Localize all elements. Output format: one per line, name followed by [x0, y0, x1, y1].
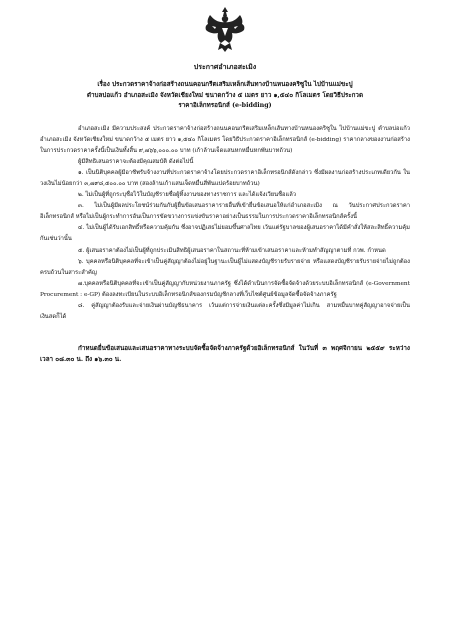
emblem-container [40, 6, 410, 54]
subject-line-2: ตำบลบ่อแก้ว อำเภอสะเมิง จังหวัดเชียงใหม่ ขนาดกว้าง ๕ เมตร ยาว ๑,๕๔๐ กิโลเมตร โดยวิธีประกวด [86, 91, 364, 99]
submission-deadline: กำหนดยื่นข้อเสนอและเสนอราคาทางระบบจัดซื้อจัดจ้างภาครัฐด้วยอิเล็กทรอนิกส์ ในวันที่ ๓ พฤศจิกายน ๒๕๕๙ ระหว่างเวลา ๐๘.๓๐ น. ถึง ๑๖.๓๐ น. [40, 345, 410, 364]
qualification-heading: ผู้มีสิทธิเสนอราคาจะต้องมีคุณสมบัติ ดังต่อไปนี้ [78, 158, 194, 165]
qualification-item-1: ๑. เป็นนิติบุคคลผู้มีอาชีพรับจ้างงานที่ประกวดราคาจ้างโดยประกวดราคาอิเล็กทรอนิกส์ดังกล่าว ซึ่งมีผลงานก่อสร้างประเภทเดียวกัน ในวงเงินไม่น้อยกว่า ๓,๗๙๘,๕๐๐.๐๐ บาท (สองล้านเก้าแสนเจ็ดหมื่นสี่พันแปดร้อยบาทถ้วน) [40, 169, 410, 187]
document-body [40, 124, 410, 324]
subject-line-3: ราคาอิเล็กทรอนิกส์ (e-bidding) [178, 102, 272, 109]
qualification-item-8: ๘. คู่สัญญาต้องรับและจ่ายเงินผ่านบัญชีธนาคาร เว้นแต่การจ่ายเงินแต่ละครั้งซึ่งมีมูลค่าไม่เกิน สามหมื่นบาทคู่สัญญาอาจจ่ายเป็นเงินสดก็ได้ [40, 303, 410, 321]
qualification-item-5: ๕. ผู้เสนอราคาต้องไม่เป็นผู้ที่ถูกประเมินสิทธิผู้เสนอราคาในสถานะที่ห้ามเข้าเสนอราคาและห้ามทำสัญญาตามที่ กวพ. กำหนด [78, 247, 386, 254]
subject [40, 80, 410, 112]
qualification-item-7: ๗.บุคคลหรือนิติบุคคลที่จะเข้าเป็นคู่สัญญากับหน่วยงานภาครัฐ ซึ่งได้ดำเนินการจัดซื้อจัดจ้างด้วยระบบอิเล็กทรอนิกส์ (e-Government Procurement : e-GP) ต้องลงทะเบียนในระบบอิเล็กทรอนิกส์ของกรมบัญชีกลางที่เว็บไซต์ศูนย์ข้อมูลจัดซื้อจัดจ้างภาครัฐ [40, 280, 410, 298]
qualification-item-2: ๒. ไม่เป็นผู้ที่ถูกระบุชื่อไว้ในบัญชีรายชื่อผู้ทิ้งงานของทางราชการ และได้แจ้งเวียนชื่อแล้ว [78, 192, 297, 199]
garuda-emblem-icon [204, 6, 246, 54]
qualification-item-4: ๔. ไม่เป็นผู้ได้รับเอกสิทธิ์หรือความคุ้มกัน ซึ่งอาจปฏิเสธไม่ยอมขึ้นศาลไทย เว้นแต่รัฐบาลของผู้เสนอราคาได้มีคำสั่งให้สละสิทธิ์ความคุ้มกันเช่นว่านั้น [40, 225, 410, 243]
subject-line-1: เรื่อง ประกวดราคาจ้างก่อสร้างถนนคอนกรีตเสริมเหล็กเส้นทางบ้านหนองคริซูใน ไปบ้านแม่ขะปู [97, 81, 353, 88]
qualification-item-3: ๓. ไม่เป็นผู้มีผลประโยชน์ร่วมกันกับผู้ยื่นข้อเสนอราคารายอื่นที่เข้ายื่นข้อเสนอให้แก่อำเภอสะเมิง ณ วันประกาศประกวดราคาอิเล็กทรอนิกส์ หรือไม่เป็นผู้กระทำการอันเป็นการขัดขวางการแข่งขันราคาอย่างเป็นธรรมในการประกวดราคาอิเล็กทรอนิกส์ครั้งนี้ [40, 203, 410, 221]
qualification-item-6: ๖. บุคคลหรือนิติบุคคลที่จะเข้าเป็นคู่สัญญาต้องไม่อยู่ในฐานะเป็นผู้ไม่แสดงบัญชีรายรับรายจ่าย หรือแสดงบัญชีรายรับรายจ่ายไม่ถูกต้องครบถ้วนในสาระสำคัญ [40, 258, 410, 276]
org-title: ประกาศอำเภอสะเมิง [193, 62, 257, 71]
intro-paragraph: อำเภอสะเมิง มีความประสงค์ ประกวดราคาจ้างก่อสร้างถนนคอนกรีตเสริมเหล็กเส้นทางบ้านหนองคริซูใน ไปบ้านแม่ขะปู ตำบลบ่อแก้ว อำเภอสะเมิง จังหวัดเชียงใหม่ ขนาดกว้าง ๕ เมตร ยาว ๑,๕๔๐ กิโลเมตร โดยวิธีประกวดราคาอิเล็กทรอนิกส์ (e-bidding) ราคากลางของงานก่อสร้างในการประกวดราคาครั้งนี้เป็นเงินทั้งสิ้น ๙,๗๖๖,๐๐๐.๐๐ บาท (เก้าล้านเจ็ดแสนหกหมื่นหกพันบาทถ้วน) [40, 125, 410, 154]
